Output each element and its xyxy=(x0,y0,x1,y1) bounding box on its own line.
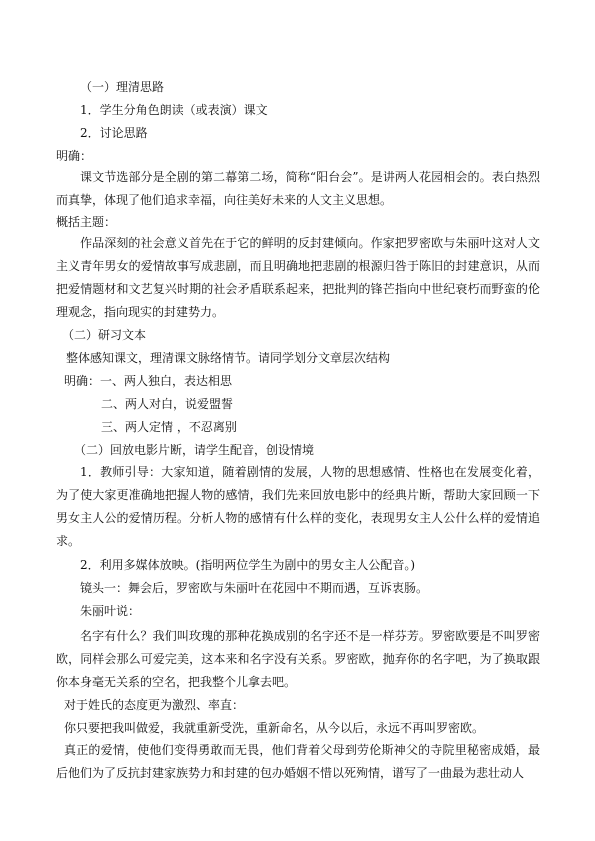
list-item: 二、两人对白，说爱盟誓 xyxy=(101,397,234,411)
list-item: 三、两人定情 ，不忍离别 xyxy=(101,420,237,434)
text-overall: 整体感知课文，理清课文脉络情节。请同学划分文章层次结构 xyxy=(66,351,391,365)
list-item: 明确：一、两人独白，表达相思 xyxy=(64,374,233,388)
label-juliet: 朱丽叶说： xyxy=(80,604,141,618)
paragraph-theme: 作品深刻的社会意义首先在于它的鲜明的反封建倾向。作家把罗密欧与朱丽叶这对人文主义青年男女的爱情故事写成悲剧，而且明确地把悲剧的根源归咎于陈旧的封建意识，从而把爱情题材和文艺复兴时期的社会矛盾联系起来，把批判的锋芒指向中世纪衰朽而野蛮的伦理观念，指向现实的封建势力。 xyxy=(56,236,540,319)
paragraph-teacher-guide: 1．教师引导：大家知道，随着剧情的发展，人物的思想感情、性格也在发展变化着，为了使大家更准确地把握人物的感情，我们先来回放电影中的经典片断，帮助大家回顾一下男女主人公的爱情历程。分析人物的感情有什么样的变化，表现男女主人公什么样的爱情追求。 xyxy=(56,465,540,548)
text-shot-one: 镜头一：舞会后，罗密欧与朱丽叶在花园中不期而遇，互诉衷肠。 xyxy=(80,581,429,595)
paragraph-juliet-quote: 名字有什么？我们叫玫瑰的那种花换成别的名字还不是一样芬芳。罗密欧要是不叫罗密欧，同样会那么可爱完美，这本来和名字没有关系。罗密欧，抛弃你的名字吧，为了换取跟你本身毫无关系的空名，把我整个儿拿去吧。 xyxy=(56,629,540,689)
section-heading-2: （二）研习文本 xyxy=(62,328,147,342)
list-item: 2．讨论思路 xyxy=(80,126,148,140)
list-item: 2．利用多媒体放映。(指明两位学生为剧中的男女主人公配音。) xyxy=(80,558,416,572)
label-mingque: 明确： xyxy=(56,149,93,163)
section-heading-3: （二）回放电影片断，请学生配音，创设情境 xyxy=(74,443,315,457)
list-item: 1．学生分角色朗读（或表演）课文 xyxy=(80,103,268,117)
paragraph-true-love: 真正的爱情，使他们变得勇敢而无畏，他们背着父母到劳伦斯神父的寺院里秘密成婚，最后他们为了反抗封建家族势力和封建的包办婚姻不惜以死殉情，谱写了一曲最为悲壮动人 xyxy=(56,743,540,780)
text-love-quote: 你只要把我叫做爱，我就重新受洗，重新命名，从今以后，永远不再叫罗密欧。 xyxy=(64,721,485,735)
section-heading-1: （一）理清思路 xyxy=(80,80,165,94)
paragraph-balcony-scene: 课文节选部分是全剧的第二幕第二场，简称“阳台会”。是讲两人花园相会的。表白热烈而真挚，体现了他们追求幸福，向往美好未来的人文主义思想。 xyxy=(56,170,540,207)
label-summary: 概括主题： xyxy=(56,215,117,229)
text-surname-attitude: 对于姓氏的态度更为激烈、率直： xyxy=(64,698,245,712)
